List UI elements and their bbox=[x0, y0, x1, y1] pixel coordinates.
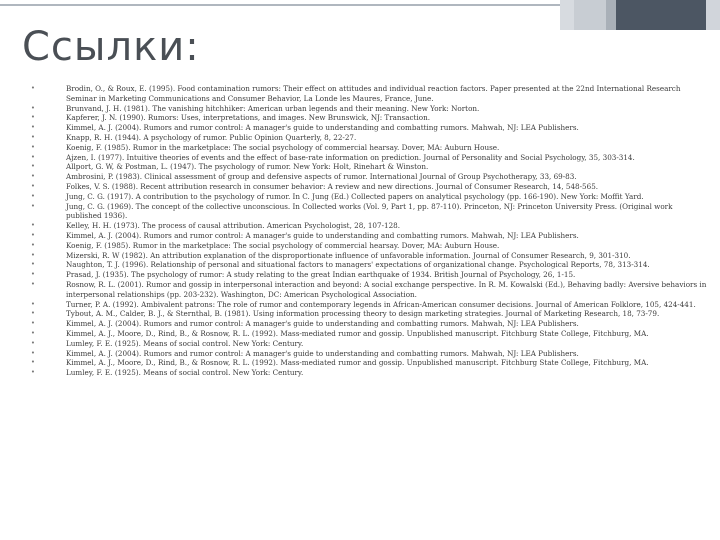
reference-item bbox=[30, 153, 710, 163]
reference-item bbox=[30, 260, 710, 270]
reference-item bbox=[30, 309, 710, 319]
reference-item bbox=[30, 368, 710, 378]
bullet-icon: • bbox=[30, 260, 36, 269]
bullet-icon: • bbox=[30, 221, 36, 230]
bullet-icon: • bbox=[30, 230, 36, 239]
reference-item bbox=[30, 280, 710, 300]
reference-item bbox=[30, 339, 710, 349]
bullet-icon: • bbox=[30, 309, 36, 318]
reference-text: Kimmel, A. J., Moore, D., Rind, B., & Rosnow, R. L. (1992). Mass-mediated rumor and gossip. Unpublished manuscript. Fitchburg State College, Fitchburg, MA. bbox=[66, 358, 649, 368]
reference-text: Jung, C. G. (1969). The concept of the collective unconscious. In Collected works (Vol. 9, Part 1, pp. 87-110). Princeton, NJ: Princeton University Press. (Original work published 1936). bbox=[66, 201, 673, 221]
bullet-icon: • bbox=[30, 181, 36, 190]
reference-item bbox=[30, 202, 710, 222]
bullet-icon: • bbox=[30, 162, 36, 171]
bullet-icon: • bbox=[30, 358, 36, 367]
reference-text: Rosnow, R. L. (2001). Rumor and gossip in interpersonal interaction and beyond: A social exchange perspective. In R. M. Kowalski (Ed.), Behaving badly: Aversive behaviors in interpersonal relationships (pp. 203-232). Washington, DC: American Psychological Association. bbox=[66, 279, 707, 299]
bullet-icon: • bbox=[30, 338, 36, 347]
reference-text: Jung, C. G. (1917). A contribution to the psychology of rumor. In C. Jung (Ed.) Collected papers on analytical psychology (pp. 166-190). New York: Moffit Yard. bbox=[66, 191, 644, 201]
bullet-icon: • bbox=[30, 191, 36, 200]
reference-text: Kimmel, A. J. (2004). Rumors and rumor control: A manager's guide to understanding and combatting rumors. Mahwah, NJ: LEA Publishers. bbox=[66, 123, 579, 133]
bullet-icon: • bbox=[30, 250, 36, 259]
reference-item bbox=[30, 143, 710, 153]
bullet-icon: • bbox=[30, 123, 36, 132]
reference-item bbox=[30, 241, 710, 251]
reference-item bbox=[30, 251, 710, 261]
reference-item bbox=[30, 270, 710, 280]
reference-text: Lumley, F. E. (1925). Means of social control. New York: Century. bbox=[66, 338, 304, 348]
reference-item bbox=[30, 319, 710, 329]
reference-text: Koenig, F. (1985). Rumor in the marketplace: The social psychology of commercial hearsay. Dover, MA: Auburn House. bbox=[66, 142, 500, 152]
reference-item bbox=[30, 349, 710, 359]
reference-item bbox=[30, 133, 710, 143]
reference-text: Kelley, H. H. (1973). The process of causal attribution. American Psychologist, 28, 107-128. bbox=[66, 221, 401, 231]
reference-item bbox=[30, 123, 710, 133]
reference-item bbox=[30, 300, 710, 310]
bullet-icon: • bbox=[30, 142, 36, 151]
reference-text: Prasad, J. (1935). The psychology of rumor: A study relating to the great Indian earthquake of 1934. British Journal of Psychology, 26, 1-15. bbox=[66, 270, 576, 280]
reference-item bbox=[30, 182, 710, 192]
corner-stripe bbox=[574, 0, 606, 30]
bullet-icon: • bbox=[30, 299, 36, 308]
reference-item bbox=[30, 192, 710, 202]
corner-stripe bbox=[560, 0, 574, 30]
reference-text: Kimmel, A. J. (2004). Rumors and rumor control: A manager's guide to understanding and combatting rumors. Mahwah, NJ: LEA Publishers. bbox=[66, 319, 579, 329]
slide-title: Ссылки: bbox=[22, 24, 200, 70]
reference-text: Naughton, T. J. (1996). Relationship of personal and situational factors to managers' expectations of organizational change. Psychological Reports, 78, 313-314. bbox=[66, 260, 650, 270]
reference-item bbox=[30, 113, 710, 123]
bullet-icon: • bbox=[30, 132, 36, 141]
bullet-icon: • bbox=[30, 113, 36, 122]
reference-text: Kimmel, A. J. (2004). Rumors and rumor control: A manager's guide to understanding and combatting rumors. Mahwah, NJ: LEA Publishers. bbox=[66, 230, 579, 240]
reference-text: Kapferer, J. N. (1990). Rumors: Uses, interpretations, and images. New Brunswick, NJ: Transaction. bbox=[66, 113, 430, 123]
top-decoration bbox=[0, 0, 720, 10]
reference-text: Mizerski, R. W (1982). An attribution explanation of the disproportionate influence of unfavorable information. Journal of Consumer Research, 9, 301-310. bbox=[66, 250, 631, 260]
reference-item bbox=[30, 162, 710, 172]
reference-item bbox=[30, 221, 710, 231]
bullet-icon: • bbox=[30, 172, 36, 181]
reference-item bbox=[30, 84, 710, 104]
reference-text: Turner, P. A. (1992). Ambivalent patrons: The role of rumor and contemporary legends in African-American consumer decisions. Journal of American Folklore, 105, 424-441. bbox=[66, 299, 696, 309]
reference-item bbox=[30, 172, 710, 182]
reference-item bbox=[30, 231, 710, 241]
reference-text: Tybout, A. M., Calder, B. J., & Sternthal, B. (1981). Using information processing theory to design marketing strategies. Journal of Marketing Research, 18, 73-79. bbox=[66, 309, 660, 319]
reference-text: Brunvand, J. H. (1981). The vanishing hitchhiker: American urban legends and their meaning. New York: Norton. bbox=[66, 103, 480, 113]
reference-text: Lumley, F. E. (1925). Means of social control. New York: Century. bbox=[66, 368, 304, 378]
bullet-icon: • bbox=[30, 103, 36, 112]
bullet-icon: • bbox=[30, 84, 36, 92]
reference-item bbox=[30, 358, 710, 368]
reference-text: Knapp, R. H. (1944). A psychology of rumor. Public Opinion Quarterly, 8, 22-27. bbox=[66, 132, 357, 142]
reference-text: Ajzen, I. (1977). Intuitive theories of events and the effect of base-rate information on prediction. Journal of Personality and Social Psychology, 35, 303-314. bbox=[66, 152, 635, 162]
bullet-icon: • bbox=[30, 152, 36, 161]
bullet-icon: • bbox=[30, 270, 36, 279]
reference-text: Kimmel, A. J., Moore, D., Rind, B., & Rosnow, R. L. (1992). Mass-mediated rumor and gossip. Unpublished manuscript. Fitchburg State College, Fitchburg, MA. bbox=[66, 328, 649, 338]
bullet-icon: • bbox=[30, 368, 36, 377]
top-rule-line bbox=[0, 4, 560, 6]
reference-text: Brodin, O., & Roux, E. (1995). Food contamination rumors: Their effect on attitudes and individual reaction factors. Paper presented at the 22nd International Research Seminar in Marketing Communications and Consumer Behavior, La Londe les Maures, France, June. bbox=[66, 84, 681, 103]
reference-list bbox=[30, 84, 710, 378]
reference-item bbox=[30, 104, 710, 114]
corner-decoration bbox=[560, 0, 720, 30]
reference-text: Folkes, V. S. (1988). Recent attribution research in consumer behavior: A review and new directions. Journal of Consumer Research, 14, 548-565. bbox=[66, 181, 599, 191]
bullet-icon: • bbox=[30, 240, 36, 249]
bullet-icon: • bbox=[30, 328, 36, 337]
reference-text: Ambrosini, P. (1983). Clinical assessment of group and defensive aspects of rumor. International Journal of Group Psychotherapy, 33, 69-83. bbox=[66, 172, 577, 182]
reference-item bbox=[30, 329, 710, 339]
bullet-icon: • bbox=[30, 201, 36, 210]
reference-text: Kimmel, A. J. (2004). Rumors and rumor control: A manager's guide to understanding and combatting rumors. Mahwah, NJ: LEA Publishers. bbox=[66, 348, 579, 358]
corner-dark-block bbox=[616, 0, 706, 30]
bullet-icon: • bbox=[30, 348, 36, 357]
reference-text: Allport, G. W, & Postman, L. (1947). The psychology of rumor. New York: Holt, Rinehart & Winston. bbox=[66, 162, 429, 172]
bullet-icon: • bbox=[30, 319, 36, 328]
reference-text: Koenig, F. (1985). Rumor in the marketplace: The social psychology of commercial hearsay. Dover, MA: Auburn House. bbox=[66, 240, 500, 250]
bullet-icon: • bbox=[30, 279, 36, 288]
